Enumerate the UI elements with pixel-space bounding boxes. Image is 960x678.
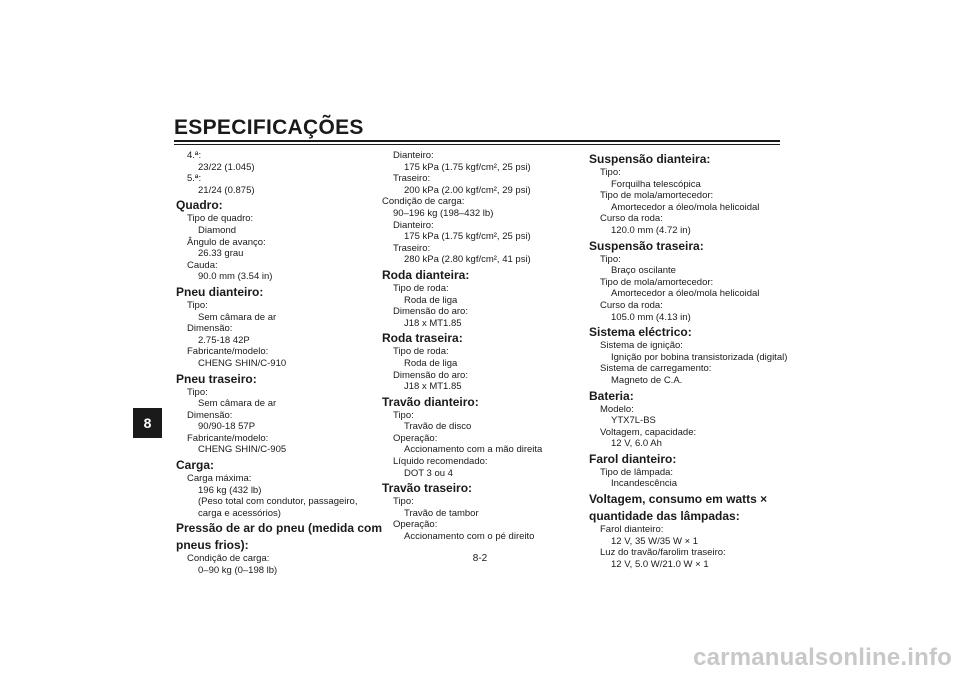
spec-label: Tipo de mola/amortecedor: — [600, 276, 714, 288]
spec-value: J18 x MT1.85 — [404, 381, 462, 393]
spec-value: carga e acessórios) — [198, 507, 281, 519]
spec-label: Tipo de roda: — [393, 346, 449, 358]
spec-value: 21/24 (0.875) — [198, 184, 255, 196]
spec-value: 175 kPa (1.75 kgf/cm², 25 psi) — [404, 231, 531, 243]
spec-value: 175 kPa (1.75 kgf/cm², 25 psi) — [404, 161, 531, 173]
section-heading: Suspensão dianteira: — [589, 152, 711, 166]
spec-label: 90–196 kg (198–432 lb) — [393, 207, 494, 219]
spec-value: Travão de disco — [404, 421, 472, 433]
spec-column-1 — [176, 150, 383, 577]
spec-value: 120.0 mm (4.72 in) — [611, 224, 691, 236]
spec-value: (Peso total com condutor, passageiro, — [198, 496, 358, 508]
spec-value: Travão de tambor — [404, 507, 479, 519]
section-heading: Farol dianteiro: — [589, 451, 677, 466]
spec-value: 105.0 mm (4.13 in) — [611, 311, 691, 323]
spec-value: 200 kPa (2.00 kgf/cm², 29 psi) — [404, 184, 531, 196]
section-heading: Voltagem, consumo em watts × — [589, 492, 768, 507]
spec-label: Dianteiro: — [393, 150, 434, 161]
section-heading: Carga: — [176, 458, 215, 473]
spec-value: Ignição por bobina transistorizada (digital) — [611, 351, 788, 363]
spec-value: 12 V, 35 W/35 W × 1 — [611, 535, 699, 547]
spec-label: Operação: — [393, 519, 438, 531]
spec-label: Tipo de quadro: — [187, 213, 254, 225]
spec-label: Dimensão do aro: — [393, 369, 468, 381]
spec-value: 196 kg (432 lb) — [198, 484, 262, 496]
spec-value: 12 V, 6.0 Ah — [611, 438, 662, 450]
section-heading: pneus frios): — [176, 538, 249, 553]
spec-label: Tipo: — [393, 496, 414, 508]
spec-label: Ângulo de avanço: — [187, 236, 266, 248]
spec-value: Amortecedor a óleo/mola helicoidal — [611, 201, 760, 213]
section-heading: Pneu traseiro: — [176, 371, 257, 386]
spec-label: Tipo: — [600, 253, 621, 265]
spec-value: 280 kPa (2.80 kgf/cm², 41 psi) — [404, 254, 531, 266]
spec-value: J18 x MT1.85 — [404, 317, 462, 329]
spec-label: Sistema de carregamento: — [600, 363, 712, 375]
section-heading: Pneu dianteiro: — [176, 284, 264, 299]
watermark: carmanualsonline.info — [693, 644, 952, 671]
spec-label: Dimensão: — [187, 323, 233, 335]
spec-value: Accionamento com o pé direito — [404, 531, 535, 543]
spec-label: Farol dianteiro: — [600, 524, 664, 536]
spec-value: 90/90-18 57P — [198, 421, 256, 433]
spec-label: Luz do travão/farolim traseiro: — [600, 547, 726, 559]
spec-value: 26.33 grau — [198, 248, 244, 260]
spec-value: YTX7L-BS — [611, 415, 656, 427]
spec-label: Condição de carga: — [382, 196, 465, 208]
spec-label: Tipo: — [393, 409, 414, 421]
spec-value: Sem câmara de ar — [198, 311, 277, 323]
spec-value: Diamond — [198, 224, 237, 236]
spec-label: Tipo de roda: — [393, 282, 449, 294]
section-heading: Suspensão traseira: — [589, 238, 704, 253]
section-heading: Bateria: — [589, 388, 634, 403]
spec-column-3 — [589, 150, 789, 570]
spec-label: Dimensão do aro: — [393, 306, 468, 318]
spec-value: Forquilha telescópica — [611, 178, 701, 190]
spec-value: 12 V, 5.0 W/21.0 W × 1 — [611, 558, 709, 570]
spec-label: Operação: — [393, 432, 438, 444]
page-number: 8-2 — [472, 553, 488, 564]
spec-label: Voltagem, capacidade: — [600, 426, 697, 438]
spec-label: Curso da roda: — [600, 213, 663, 225]
spec-label: Fabricante/modelo: — [187, 432, 269, 444]
spec-value: Incandescência — [611, 478, 678, 490]
spec-column-2 — [382, 150, 582, 543]
spec-label: Fabricante/modelo: — [187, 346, 269, 358]
spec-value: 0–90 kg (0–198 lb) — [198, 565, 278, 577]
title-rule-thick — [174, 140, 780, 142]
spec-label: Tipo: — [600, 167, 621, 178]
section-heading: Pressão de ar do pneu (medida com — [176, 521, 383, 536]
spec-label: 4.ª: — [187, 150, 202, 161]
title-rule-thin — [174, 144, 780, 145]
section-heading: Travão dianteiro: — [382, 394, 479, 409]
spec-label: Sistema de ignição: — [600, 340, 683, 352]
section-heading: Quadro: — [176, 198, 223, 213]
spec-label: Modelo: — [600, 403, 634, 415]
section-heading: Sistema eléctrico: — [589, 325, 692, 340]
chapter-tab: 8 — [133, 408, 162, 438]
spec-value: 23/22 (1.045) — [198, 161, 255, 173]
spec-label: Cauda: — [187, 259, 218, 271]
spec-value: Sem câmara de ar — [198, 398, 277, 410]
spec-label: Condição de carga: — [187, 553, 270, 565]
spec-label: Tipo: — [187, 386, 208, 398]
section-heading: Roda traseira: — [382, 331, 463, 346]
spec-label: Tipo de mola/amortecedor: — [600, 190, 714, 202]
spec-label: Carga máxima: — [187, 473, 252, 485]
spec-value: DOT 3 ou 4 — [404, 467, 453, 479]
section-heading: quantidade das lâmpadas: — [589, 509, 740, 524]
spec-value: Braço oscilante — [611, 265, 676, 277]
spec-value: CHENG SHIN/C-905 — [198, 444, 287, 456]
spec-label: Tipo: — [187, 299, 208, 311]
spec-value: Amortecedor a óleo/mola helicoidal — [611, 288, 760, 300]
spec-label: Dianteiro: — [393, 219, 434, 231]
spec-label: Tipo de lâmpada: — [600, 466, 674, 478]
spec-label: Líquido recomendado: — [393, 456, 488, 468]
spec-value: 2.75-18 42P — [198, 334, 250, 346]
spec-value: Roda de liga — [404, 357, 458, 369]
spec-value: Accionamento com a mão direita — [404, 444, 543, 456]
spec-value: 90.0 mm (3.54 in) — [198, 271, 273, 283]
spec-label: Dimensão: — [187, 409, 233, 421]
spec-label: Traseiro: — [393, 173, 431, 185]
spec-value: Magneto de C.A. — [611, 374, 683, 386]
section-heading: Travão traseiro: — [382, 481, 473, 496]
spec-label: Traseiro: — [393, 242, 431, 254]
spec-label: 5.ª: — [187, 173, 202, 185]
spec-value: CHENG SHIN/C-910 — [198, 357, 287, 369]
spec-value: Roda de liga — [404, 294, 458, 306]
section-heading: Roda dianteira: — [382, 267, 470, 282]
page-title: ESPECIFICAÇÕES — [174, 116, 364, 139]
spec-label: Curso da roda: — [600, 299, 663, 311]
